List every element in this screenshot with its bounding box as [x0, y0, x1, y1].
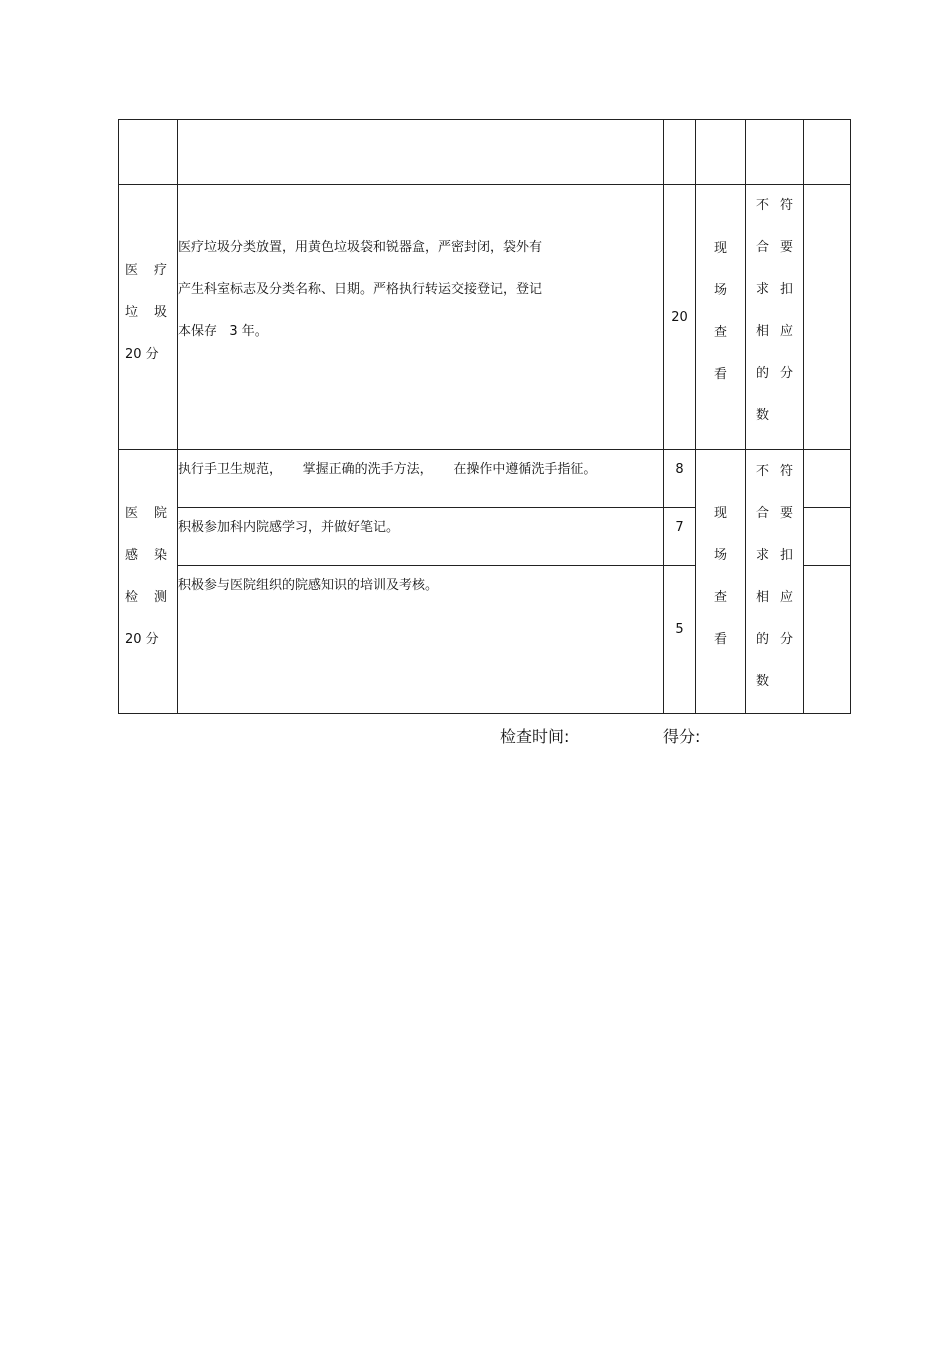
content-cell: [178, 508, 664, 566]
method-char: 场: [713, 547, 727, 563]
category-char: 检: [125, 589, 139, 605]
note-cell: [746, 450, 804, 714]
note-char: 的: [756, 365, 770, 381]
blank-cell: [119, 120, 178, 185]
method-char: 场: [713, 282, 727, 298]
section-infection-row-1: [119, 450, 851, 508]
note-char: 分: [779, 631, 793, 647]
method-cell: [696, 185, 746, 450]
content-line: 积极参与医院组织的院感知识的培训及考核。: [178, 578, 439, 593]
note-char: 扣: [779, 281, 793, 297]
content-cell: [178, 450, 664, 508]
content-cell: [178, 185, 664, 450]
method-char: 现: [713, 505, 727, 521]
note-char: 要: [779, 239, 793, 255]
note-char: 要: [779, 505, 793, 521]
blank-cell: [696, 120, 746, 185]
blank-cell: [804, 185, 851, 450]
blank-cell: [804, 566, 851, 714]
note-char: 的: [756, 631, 770, 647]
category-char: 医: [125, 262, 139, 278]
content-line: 医疗垃圾分类放置，用黄色垃圾袋和锐器盒，严密封闭，袋外有: [178, 240, 543, 255]
score-cell: 8: [664, 450, 696, 508]
category-char: 染: [153, 547, 167, 563]
content-line: 积极参加科内院感学习，并做好笔记。: [178, 520, 400, 535]
blank-cell: [178, 120, 664, 185]
method-cell: [696, 450, 746, 714]
blank-cell: [804, 120, 851, 185]
note-char: 扣: [779, 547, 793, 563]
note-char: 求: [756, 547, 770, 563]
category-char: 疗: [153, 262, 167, 278]
content-cell: [178, 566, 664, 714]
note-char: 不: [756, 197, 770, 213]
category-char: 医: [125, 505, 139, 521]
note-cell: [746, 185, 804, 450]
blank-cell: [664, 120, 696, 185]
inspection-table: [118, 119, 851, 714]
method-char: 现: [713, 240, 727, 256]
content-line: 执行手卫生规范， 掌握正确的洗手方法， 在操作中遵循洗手指征。: [178, 462, 597, 477]
section-medical-waste: [119, 185, 851, 450]
note-char: 分: [779, 365, 793, 381]
blank-cell: [804, 508, 851, 566]
category-char: 院: [153, 505, 167, 521]
category-score: 20 分: [125, 631, 159, 647]
category-char: 感: [125, 547, 139, 563]
note-char: 数: [756, 673, 770, 689]
note-char: 应: [779, 589, 793, 605]
note-char: 合: [756, 239, 770, 255]
check-time-label: 检查时间:: [500, 727, 570, 746]
content-line: 产生科室标志及分类名称、日期。严格执行转运交接登记，登记: [178, 282, 543, 297]
note-char: 符: [779, 463, 793, 479]
note-char: 不: [756, 463, 770, 479]
blank-cell: [804, 450, 851, 508]
method-char: 看: [713, 366, 727, 382]
score-cell: 5: [664, 566, 696, 714]
note-char: 数: [756, 407, 770, 423]
method-char: 看: [713, 631, 727, 647]
content-line: 本保存 3 年。: [178, 324, 268, 339]
blank-row: [119, 120, 851, 185]
category-char: 垃: [125, 304, 139, 320]
blank-cell: [746, 120, 804, 185]
score-cell: 7: [664, 508, 696, 566]
note-char: 求: [756, 281, 770, 297]
note-char: 符: [779, 197, 793, 213]
category-score: 20 分: [125, 346, 159, 362]
method-char: 查: [713, 589, 727, 605]
note-char: 相: [756, 323, 770, 339]
note-char: 相: [756, 589, 770, 605]
method-char: 查: [713, 324, 727, 340]
category-char: 测: [153, 589, 167, 605]
category-cell: [119, 185, 178, 450]
category-char: 圾: [153, 304, 167, 320]
category-cell: [119, 450, 178, 714]
score-cell: 20: [664, 185, 696, 450]
note-char: 应: [779, 323, 793, 339]
note-char: 合: [756, 505, 770, 521]
score-label: 得分:: [663, 727, 701, 746]
